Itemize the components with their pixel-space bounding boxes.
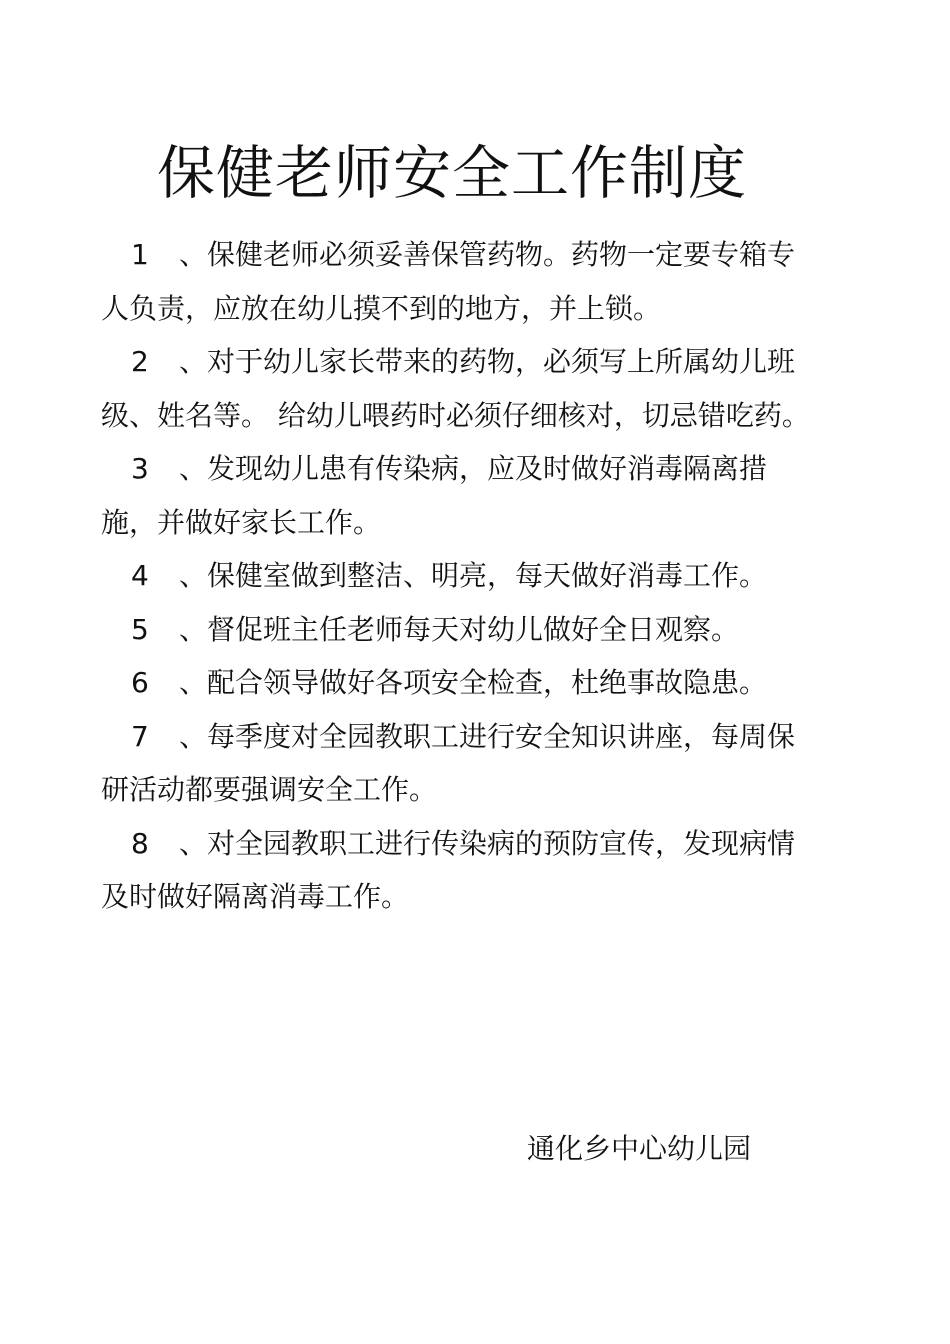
- rule-number: 8: [131, 826, 149, 860]
- rule-item: [101, 817, 813, 924]
- rule-item: [101, 603, 813, 657]
- rules-list: [101, 228, 813, 924]
- rule-item: [101, 710, 813, 817]
- rule-text: 、配合领导做好各项安全检查，杜绝事故隐患。: [179, 666, 768, 699]
- rule-number: 7: [131, 719, 149, 753]
- rule-text: 、保健老师必须妥善保管药物。药物一定要专箱专人负责，应放在幼儿摸不到的地方，并上锁。: [101, 238, 796, 325]
- rule-number: 4: [131, 559, 149, 592]
- rule-number: 2: [131, 345, 149, 378]
- rule-item: [101, 656, 813, 710]
- rule-item: [101, 442, 813, 549]
- rule-text: 、对全园教职工进行传染病的预防宣传，发现病情及时做好隔离消毒工作。: [101, 826, 796, 913]
- rule-number: 5: [131, 612, 149, 646]
- rule-text: 、发现幼儿患有传染病，应及时做好消毒隔离措施，并做好家长工作。: [101, 452, 768, 539]
- rule-number: 3: [131, 452, 149, 485]
- rule-item: [101, 228, 813, 335]
- rule-text: 、督促班主任老师每天对幼儿做好全日观察。: [179, 612, 740, 646]
- rule-item: [101, 335, 813, 442]
- rule-number: 1: [131, 238, 149, 271]
- rule-text: 、保健室做到整洁、明亮，每天做好消毒工作。: [179, 559, 768, 592]
- rule-number: 6: [131, 666, 149, 699]
- rule-item: [101, 549, 813, 603]
- rule-text: 、对于幼儿家长带来的药物，必须写上所属幼儿班级、姓名等。 给幼儿喂药时必须仔细核对，切忌错吃药。: [101, 345, 810, 432]
- signature: 通化乡中心幼儿园: [527, 1132, 752, 1165]
- document-title: 保健老师安全工作制度: [156, 138, 747, 207]
- rule-text: 、每季度对全园教职工进行安全知识讲座，每周保研活动都要强调安全工作。: [101, 719, 796, 806]
